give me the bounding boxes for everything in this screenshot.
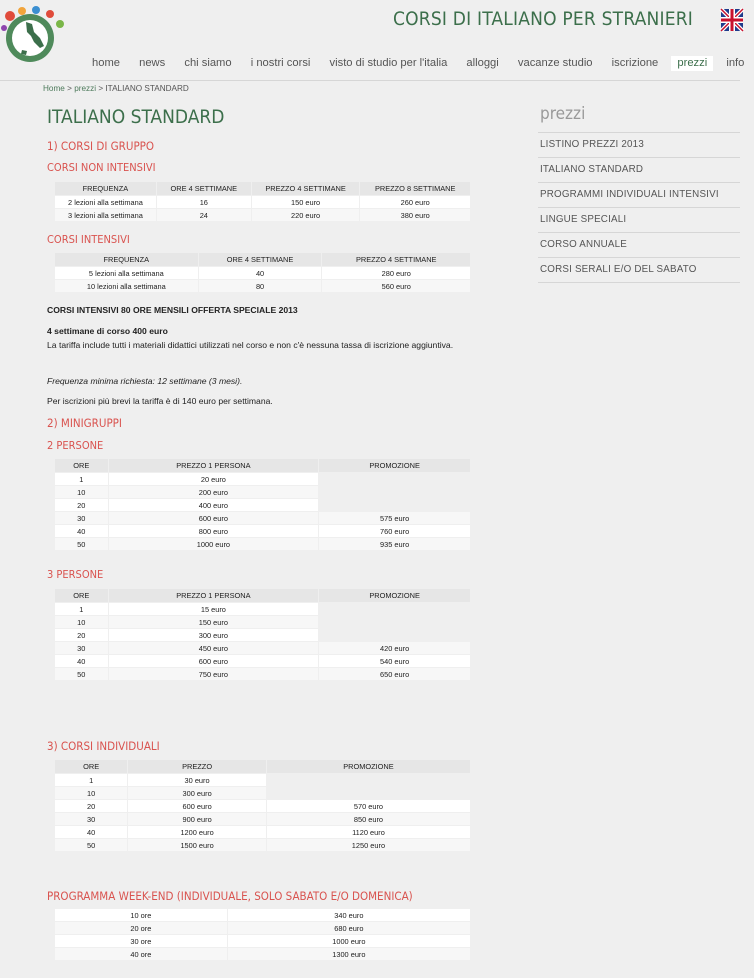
table-row — [55, 473, 470, 485]
breadcrumb-current: ITALIANO STANDARD — [105, 84, 189, 93]
table-row — [55, 629, 470, 641]
section-corsi-di-gruppo: 1) CORSI DI GRUPPO — [47, 139, 155, 153]
table-row — [55, 642, 470, 654]
table-cell: 750 euro — [109, 668, 319, 680]
table-cell: 1 — [55, 774, 127, 786]
table-cell — [319, 486, 470, 498]
table-cell — [319, 473, 470, 485]
nav-alloggi[interactable]: alloggi — [466, 57, 499, 69]
table-cell: 20 — [55, 499, 108, 511]
sidebar-item-corsi-serali[interactable]: CORSI SERALI E/O DEL SABATO — [538, 258, 740, 283]
table-header: PREZZO 4 SETTIMANE — [322, 253, 470, 266]
table-cell: 1500 euro — [128, 839, 266, 851]
site-title: CORSI DI ITALIANO PER STRANIERI — [393, 8, 694, 30]
table-header: FREQUENZA — [55, 182, 156, 195]
table-header: PREZZO 8 SETTIMANE — [360, 182, 470, 195]
sidebar — [538, 104, 740, 283]
table-header: PREZZO 4 SETTIMANE — [252, 182, 360, 195]
table-cell: 10 — [55, 787, 127, 799]
table-header: ORE — [55, 589, 108, 602]
table-row — [55, 267, 470, 279]
table-cell: 400 euro — [109, 499, 319, 511]
table-cell: 40 ore — [55, 948, 227, 960]
table-cell: 680 euro — [228, 922, 470, 934]
section-corsi-individuali: 3) CORSI INDIVIDUALI — [47, 739, 160, 753]
table-cell: 40 — [55, 826, 127, 838]
table-cell: 50 — [55, 839, 127, 851]
nav-news[interactable]: news — [139, 57, 166, 69]
nav-prezzi[interactable]: prezzi — [671, 56, 713, 71]
table-cell: 40 — [199, 267, 322, 279]
table-cell: 280 euro — [322, 267, 470, 279]
table-cell: 575 euro — [319, 512, 470, 524]
table-cell: 220 euro — [252, 209, 360, 221]
table-cell: 1200 euro — [128, 826, 266, 838]
table-cell: 150 euro — [252, 196, 360, 208]
section-minigruppi: 2) MINIGRUPPI — [47, 416, 122, 430]
nav-visto-di-studio[interactable]: visto di studio per l'italia — [329, 57, 448, 69]
table-cell: 10 lezioni alla settimana — [55, 280, 198, 292]
subsection-non-intensivi: CORSI NON INTENSIVI — [47, 161, 156, 174]
table-cell: 650 euro — [319, 668, 470, 680]
offerta-short: Per iscrizioni più brevi la tariffa è di 140 euro per settimana. — [47, 396, 273, 406]
table-cell: 800 euro — [109, 525, 319, 537]
table-cell: 3 lezioni alla settimana — [55, 209, 156, 221]
main-nav — [86, 56, 754, 74]
table-row — [55, 603, 470, 615]
table-cell: 570 euro — [267, 800, 470, 812]
nav-i-nostri-corsi[interactable]: i nostri corsi — [250, 57, 311, 69]
table-cell: 760 euro — [319, 525, 470, 537]
subsection-intensivi: CORSI INTENSIVI — [47, 233, 130, 246]
table-header: PROMOZIONE — [319, 589, 470, 602]
table-cell: 540 euro — [319, 655, 470, 667]
page-title: ITALIANO STANDARD — [47, 106, 225, 128]
breadcrumb-home[interactable]: Home — [43, 84, 65, 93]
table-row — [55, 935, 470, 947]
table-cell: 5 lezioni alla settimana — [55, 267, 198, 279]
table-row — [55, 909, 470, 921]
table-cell: 150 euro — [109, 616, 319, 628]
table-cell: 340 euro — [228, 909, 470, 921]
sidebar-menu — [538, 132, 740, 283]
sidebar-item-listino-prezzi[interactable]: LISTINO PREZZI 2013 — [538, 133, 740, 158]
table-cell: 1000 euro — [228, 935, 470, 947]
offerta-title: CORSI INTENSIVI 80 ORE MENSILI OFFERTA SPECIALE 2013 — [47, 305, 298, 315]
table-non-intensivi — [54, 181, 471, 222]
table-intensivi — [54, 252, 471, 293]
table-cell: 16 — [157, 196, 251, 208]
table-header: PREZZO 1 PERSONA — [109, 589, 319, 602]
table-cell: 1250 euro — [267, 839, 470, 851]
table-cell — [319, 616, 470, 628]
table-row — [55, 774, 470, 786]
table-cell: 30 — [55, 642, 108, 654]
table-cell: 20 — [55, 629, 108, 641]
table-row — [55, 655, 470, 667]
table-header: PREZZO — [128, 760, 266, 773]
table-cell: 15 euro — [109, 603, 319, 615]
nav-chi-siamo[interactable]: chi siamo — [184, 57, 232, 69]
table-cell: 300 euro — [109, 629, 319, 641]
table-row — [55, 209, 470, 221]
table-cell: 20 ore — [55, 922, 227, 934]
sidebar-item-italiano-standard[interactable]: ITALIANO STANDARD — [538, 158, 740, 183]
table-cell: 450 euro — [109, 642, 319, 654]
table-cell — [319, 499, 470, 511]
table-cell: 20 euro — [109, 473, 319, 485]
table-row — [55, 196, 470, 208]
table-header: PROMOZIONE — [267, 760, 470, 773]
table-cell: 1120 euro — [267, 826, 470, 838]
header-divider — [0, 80, 740, 81]
table-2-persone — [54, 458, 471, 551]
table-header: ORE 4 SETTIMANE — [157, 182, 251, 195]
table-row — [55, 525, 470, 537]
offerta-min: Frequenza minima richiesta: 12 settimane (3 mesi). — [47, 376, 243, 386]
table-cell: 200 euro — [109, 486, 319, 498]
table-cell: 30 — [55, 813, 127, 825]
table-individuali — [54, 759, 471, 852]
table-cell: 1 — [55, 603, 108, 615]
table-cell: 300 euro — [128, 787, 266, 799]
subsection-3-persone: 3 PERSONE — [47, 568, 104, 581]
breadcrumb-prezzi[interactable]: prezzi — [74, 84, 97, 93]
table-row — [55, 512, 470, 524]
table-cell — [319, 629, 470, 641]
breadcrumb-separator: > — [98, 84, 104, 93]
table-header: ORE — [55, 760, 127, 773]
school-logo[interactable] — [0, 4, 72, 76]
table-cell: 260 euro — [360, 196, 470, 208]
table-header: ORE 4 SETTIMANE — [199, 253, 322, 266]
table-cell: 600 euro — [128, 800, 266, 812]
nav-info[interactable]: info — [726, 57, 745, 69]
nav-vacanze-studio[interactable]: vacanze studio — [517, 57, 593, 69]
table-cell: 935 euro — [319, 538, 470, 550]
nav-iscrizione[interactable]: iscrizione — [611, 57, 659, 69]
table-header: PREZZO 1 PERSONA — [109, 459, 319, 472]
table-row — [55, 486, 470, 498]
table-cell: 10 — [55, 616, 108, 628]
table-row — [55, 826, 470, 838]
table-cell: 10 — [55, 486, 108, 498]
table-cell: 50 — [55, 668, 108, 680]
sidebar-item-programmi-individuali[interactable]: PROGRAMMI INDIVIDUALI INTENSIVI — [538, 183, 740, 208]
site-header — [0, 0, 745, 80]
table-header: FREQUENZA — [55, 253, 198, 266]
table-cell: 80 — [199, 280, 322, 292]
table-row — [55, 948, 470, 960]
table-cell: 50 — [55, 538, 108, 550]
table-row — [55, 499, 470, 511]
table-cell: 560 euro — [322, 280, 470, 292]
table-week-end — [54, 908, 471, 961]
nav-home[interactable]: home — [92, 57, 120, 69]
table-row — [55, 787, 470, 799]
table-3-persone — [54, 588, 471, 681]
table-row — [55, 280, 470, 292]
table-row — [55, 922, 470, 934]
table-cell — [319, 603, 470, 615]
table-cell: 40 — [55, 655, 108, 667]
table-row — [55, 668, 470, 680]
table-cell: 24 — [157, 209, 251, 221]
table-cell: 600 euro — [109, 512, 319, 524]
table-row — [55, 616, 470, 628]
table-cell: 1000 euro — [109, 538, 319, 550]
table-cell: 10 ore — [55, 909, 227, 921]
breadcrumb — [43, 84, 189, 93]
section-week-end: PROGRAMMA WEEK-END (INDIVIDUALE, SOLO SABATO E/O DOMENICA) — [47, 889, 413, 903]
table-cell: 900 euro — [128, 813, 266, 825]
breadcrumb-separator: > — [67, 84, 72, 93]
sidebar-item-corso-annuale[interactable]: CORSO ANNUALE — [538, 233, 740, 258]
table-cell: 380 euro — [360, 209, 470, 221]
sidebar-title: prezzi — [540, 104, 586, 124]
table-row — [55, 813, 470, 825]
table-row — [55, 538, 470, 550]
table-cell: 600 euro — [109, 655, 319, 667]
table-header: ORE — [55, 459, 108, 472]
table-row — [55, 800, 470, 812]
table-header: PROMOZIONE — [319, 459, 470, 472]
table-cell: 30 euro — [128, 774, 266, 786]
sidebar-item-lingue-speciali[interactable]: LINGUE SPECIALI — [538, 208, 740, 233]
offerta-price: 4 settimane di corso 400 euro — [47, 326, 168, 336]
subsection-2-persone: 2 PERSONE — [47, 439, 104, 452]
table-cell: 30 ore — [55, 935, 227, 947]
table-cell: 420 euro — [319, 642, 470, 654]
table-row — [55, 839, 470, 851]
table-cell — [267, 787, 470, 799]
table-cell: 40 — [55, 525, 108, 537]
table-cell: 30 — [55, 512, 108, 524]
english-flag-icon[interactable] — [721, 9, 743, 31]
table-cell — [267, 774, 470, 786]
table-cell: 2 lezioni alla settimana — [55, 196, 156, 208]
table-cell: 850 euro — [267, 813, 470, 825]
table-cell: 1 — [55, 473, 108, 485]
offerta-text: La tariffa include tutti i materiali didattici utilizzati nel corso e non c'è nessuna tassa di iscrizione aggiuntiva. — [47, 340, 454, 350]
table-cell: 1300 euro — [228, 948, 470, 960]
table-cell: 20 — [55, 800, 127, 812]
